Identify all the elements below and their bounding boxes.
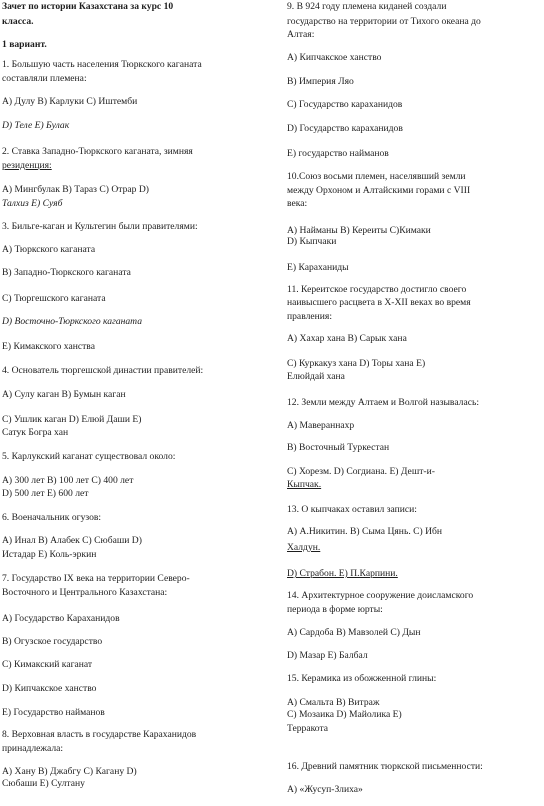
text-line-q8-a2: Сюбаши Е) Султану (2, 778, 85, 789)
text-line-q6-a2: Истадар Е) Коль-эркин (2, 549, 97, 560)
text-line-q9-a3: С) Государство караханидов (287, 99, 403, 110)
text-line-q11-l3: правления: (287, 311, 332, 322)
text-line-q9-a5: Е) государство найманов (287, 148, 389, 159)
text-line-q7-a1: А) Государство Караханидов (2, 613, 120, 624)
text-line-q10-l1: 10.Союз восьми племен, населявший земли (287, 171, 466, 182)
text-line-q12-a2: В) Восточный Туркестан (287, 442, 390, 453)
text-line-q11-l1: 11. Кереитское государство достигло своего (287, 284, 467, 295)
text-line-q8-a1: А) Хану В) Джабгу С) Кагану D) (2, 766, 137, 777)
text-line-q4-l1: 4. Основатель тюргешской династии правителей: (2, 365, 204, 376)
text-line-q9-l2: государство на территории от Тихого океана до (287, 16, 481, 27)
text-line-title1: Зачет по истории Казахстана за курс 10 (2, 1, 174, 12)
text-line-q1-l2: составляли племена: (2, 73, 87, 84)
text-line-q15-a3: Терракота (287, 723, 329, 734)
text-line-q15-a1: А) Смальта В) Витраж (287, 697, 380, 708)
text-line-q12-a3: С) Хорезм. D) Согдиана. Е) Дешт-и- (287, 466, 435, 477)
text-line-variant: 1 вариант. (2, 39, 47, 50)
text-line-q14-a2: D) Мазар Е) Балбал (287, 650, 368, 661)
text-line-q14-l1: 14. Архитектурное сооружение доисламского (287, 590, 474, 601)
text-line-q14-l2: периода в форме юрты: (287, 604, 383, 615)
text-line-q2-l2: резиденция: (2, 160, 52, 171)
text-line-q7-l1: 7. Государство IX века на территории Северо- (2, 573, 190, 584)
text-line-q8-l1: 8. Верховная власть в государстве Караханидов (2, 729, 197, 740)
text-line-q14-a1: А) Сардоба В) Мавзолей С) Дын (287, 627, 421, 638)
text-line-q7-a4: D) Кипчакское ханство (2, 683, 97, 694)
text-line-q3-a3: С) Тюргешского каганата (2, 293, 106, 304)
text-line-title2: класса. (2, 16, 34, 27)
text-line-q3-a5: Е) Кимакского ханства (2, 341, 95, 352)
text-line-q4-a1: А) Сулу каган В) Бумын каган (2, 389, 126, 400)
text-line-q1-a2: D) Теле Е) Булак (2, 120, 70, 131)
text-line-q11-a3: Елюйдай хана (287, 371, 345, 382)
text-line-q9-a1: А) Кипчакское ханство (287, 52, 382, 63)
text-line-q5-l1: 5. Карлукский каганат существовал около: (2, 451, 176, 462)
text-line-q12-a1: А) Мавераннахр (287, 420, 355, 431)
text-line-q5-a1: А) 300 лет В) 100 лет С) 400 лет (2, 475, 134, 486)
text-line-q9-a4: D) Государство караханидов (287, 123, 403, 134)
text-line-q10-a1: А) Найманы В) Кереиты С)Кимаки (287, 225, 431, 236)
text-line-q13-a1: А) А.Никитин. В) Сыма Цянь. С) Ибн (287, 526, 443, 537)
text-line-q15-a2: С) Мозаика D) Майолика Е) (287, 709, 402, 720)
text-line-q10-l2: между Орхоном и Алтайскими горами с VIII (287, 185, 471, 196)
text-line-q16-l1: 16. Древний памятник тюркской письменности: (287, 761, 483, 772)
text-line-q12-a4: Кыпчак. (287, 479, 322, 490)
text-line-q11-l2: наивысшего расцвета в X-XII веках во время (287, 297, 471, 308)
text-line-q13-a2: Халдун. (287, 542, 321, 553)
text-line-q1-a1: А) Дулу В) Карлуки С) Иштемби (2, 96, 138, 107)
text-line-q9-a2: В) Империя Ляо (287, 76, 354, 87)
text-line-q11-a1: А) Хахар хана В) Сарык хана (287, 333, 407, 344)
text-line-q3-a2: В) Западно-Тюркского каганата (2, 267, 131, 278)
text-line-q5-a2: D) 500 лет Е) 600 лет (2, 488, 89, 499)
text-line-q6-a1: А) Инал В) Алабек С) Сюбаши D) (2, 535, 142, 546)
text-line-q9-l3: Алтая: (287, 29, 315, 40)
text-line-q13-l1: 13. О кыпчаках оставил записи: (287, 504, 417, 515)
text-line-q4-a2: С) Ушлик каган D) Елюй Даши Е) (2, 414, 142, 425)
text-line-q3-a4: D) Восточно-Тюркского каганата (2, 316, 143, 327)
text-line-q2-a2: Талхиз Е) Суяб (2, 198, 63, 209)
text-line-q9-l1: 9. В 924 году племена киданей создали (287, 1, 447, 12)
text-line-q11-a2: С) Куркакуз хана D) Торы хана Е) (287, 358, 426, 369)
text-line-q7-a5: Е) Государство найманов (2, 707, 105, 718)
text-line-q12-l1: 12. Земли между Алтаем и Волгой называлась: (287, 397, 480, 408)
text-line-q2-a1: А) Мингбулак В) Тараз С) Отрар D) (2, 184, 149, 195)
text-line-q13-a3: D) Страбон. Е) П.Карпини. (287, 568, 398, 579)
text-line-q10-a2: D) Кыпчаки (287, 236, 337, 247)
text-line-q7-a3: С) Кимакский каганат (2, 659, 93, 670)
text-line-q2-l1: 2. Ставка Западно-Тюркского каганата, зимняя (2, 146, 193, 157)
text-line-q15-l1: 15. Керамика из обожженной глины: (287, 673, 437, 684)
text-line-q6-l1: 6. Военачальник огузов: (2, 512, 102, 523)
text-line-q10-l3: века: (287, 198, 308, 209)
text-line-q3-a1: А) Тюркского каганата (2, 244, 96, 255)
text-line-q10-a3: Е) Караханиды (287, 262, 349, 273)
text-line-q1-l1: 1. Большую часть населения Тюркского каганата (2, 59, 202, 70)
text-line-q7-l2: Восточного и Центрального Казахстана: (2, 587, 168, 598)
text-line-q3-l1: 3. Бильге-каган и Культегин были правителями: (2, 221, 198, 232)
text-line-q8-l2: принадлежала: (2, 743, 64, 754)
text-line-q7-a2: В) Огузское государство (2, 636, 103, 647)
text-line-q4-a3: Сатук Богра хан (2, 427, 69, 438)
text-line-q16-a1: А) «Жусуп-Злиха» (287, 784, 363, 795)
